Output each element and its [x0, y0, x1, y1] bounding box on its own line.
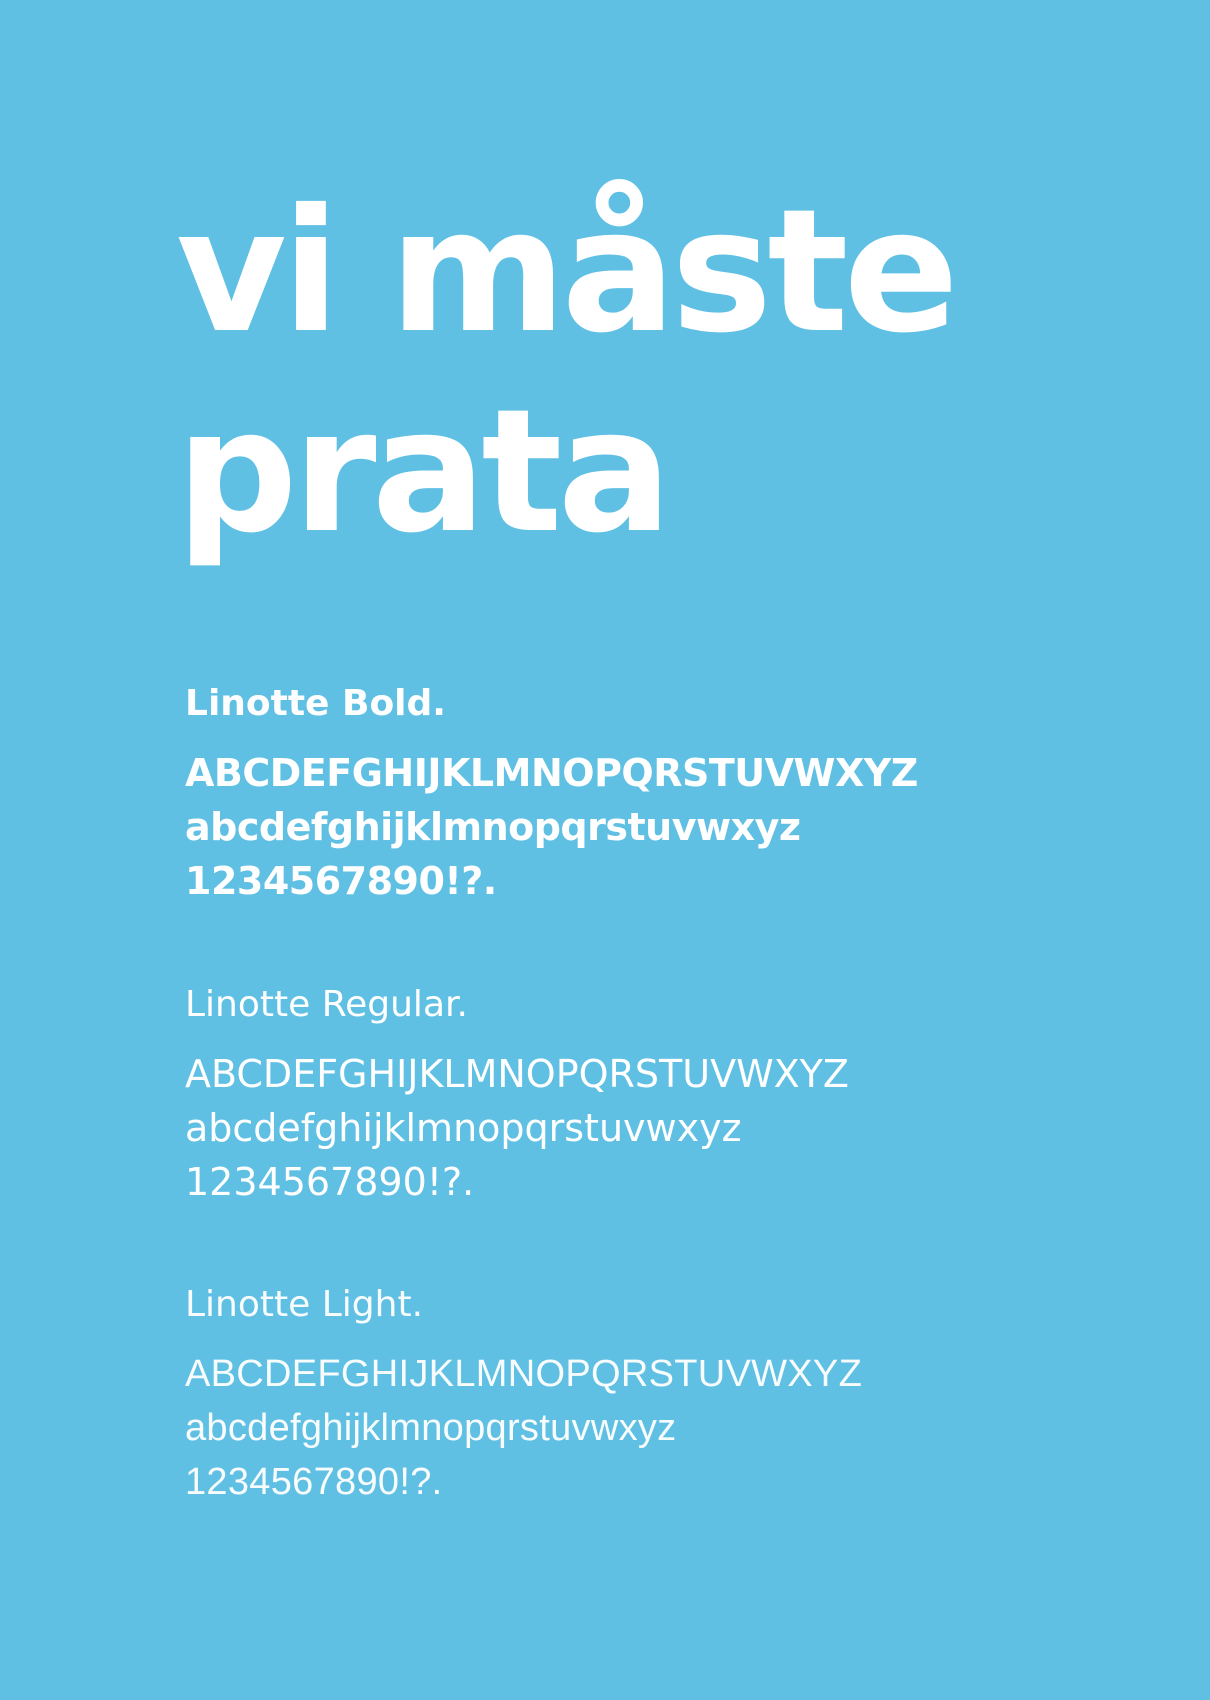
- specimen-bold-glyphs: [185, 746, 1125, 908]
- specimen-bold: [185, 682, 1125, 908]
- specimen-bold-uppercase: ABCDEFGHIJKLMNOPQRSTUVWXYZ: [185, 751, 918, 795]
- headline: [176, 172, 954, 572]
- headline-line-2: prata: [176, 373, 668, 571]
- specimen-regular-numerals: 1234567890!?.: [185, 1160, 475, 1204]
- specimen-light-lowercase: abcdefghijklmnopqrstuvwxyz: [185, 1407, 677, 1449]
- specimen-light-uppercase: ABCDEFGHIJKLMNOPQRSTUVWXYZ: [185, 1353, 863, 1395]
- specimen-regular-title: Linotte Regular.: [185, 984, 468, 1025]
- specimen-regular-glyphs: [185, 1047, 1125, 1209]
- specimen-light-title: Linotte Light.: [185, 1284, 424, 1325]
- specimen-bold-title: Linotte Bold.: [185, 683, 446, 724]
- specimen-regular-lowercase: abcdefghijklmnopqrstuvwxyz: [185, 1106, 742, 1150]
- specimen-light: [185, 1283, 1125, 1509]
- specimen-regular: [185, 983, 1125, 1209]
- specimen-bold-lowercase: abcdefghijklmnopqrstuvwxyz: [185, 805, 801, 849]
- headline-line-1: vi måste: [176, 173, 954, 371]
- specimen-bold-numerals: 1234567890!?.: [185, 859, 497, 903]
- specimen-regular-uppercase: ABCDEFGHIJKLMNOPQRSTUVWXYZ: [185, 1052, 849, 1096]
- specimen-light-glyphs: [185, 1347, 1125, 1509]
- specimen-light-numerals: 1234567890!?.: [185, 1461, 443, 1503]
